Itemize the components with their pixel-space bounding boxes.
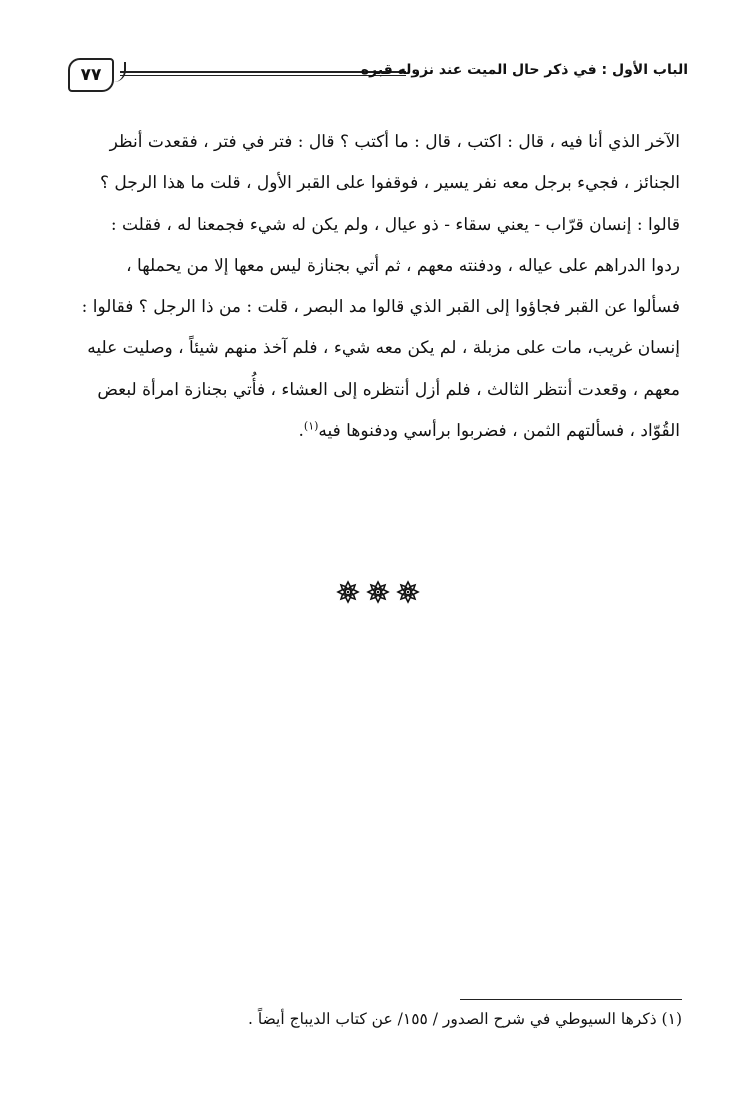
flower-ornament-icon <box>396 580 420 604</box>
flower-ornament-icon <box>366 580 390 604</box>
text-line-5: فسألوا عن القبر فجاؤوا إلى القبر الذي قالوا مد البصر ، قلت : من ذا الرجل ؟ فقالوا : <box>81 297 680 318</box>
text-line-8-content: القُوّاد ، فسألتهم الثمن ، فضربوا برأسي ودفنوها فيه <box>318 421 680 442</box>
chapter-title: الباب الأول : في ذكر حال الميت عند نزوله قبره <box>360 62 688 78</box>
footnote-separator <box>460 999 682 1000</box>
running-header <box>68 58 688 94</box>
text-line-3: قالوا : إنسان قرّاب - يعني سقاء - ذو عيال ، ولم يكن له شيء فجمعنا له ، فقلت : <box>110 214 680 235</box>
section-ornament <box>336 578 420 606</box>
text-line-6: إنسان غريب، مات على مزبلة ، لم يكن معه شيء ، فلم آخذ منهم شيئاً ، وصليت عليه <box>87 338 680 359</box>
page-number-text: ٧٧ <box>80 65 102 85</box>
text-line-8-end: . <box>298 421 304 442</box>
text-line-1: الآخر الذي أنا فيه ، قال : اكتب ، قال : ما أكتب ؟ قال : فتر في فتر ، فقعدت أنظر <box>109 132 680 152</box>
main-text <box>72 122 680 452</box>
page-number <box>68 58 114 92</box>
text-line-8 <box>72 411 680 452</box>
text-line-4: ردوا الدراهم على عياله ، ودفنته معهم ، ثم أتي بجنازة ليس معها إلا من يحملها ، <box>126 255 680 276</box>
flower-ornament-icon <box>336 580 360 604</box>
text-line-7: معهم ، وقعدت أنتظر الثالث ، فلم أزل أنتظره إلى العشاء ، فأُتي بجنازة امرأة لبعض <box>97 379 680 400</box>
footnote-marker[interactable]: (١) <box>303 419 319 433</box>
text-line-2: الجنائز ، فجيء برجل معه نفر يسير ، فوقفوا على القبر الأول ، قلت ما هذا الرجل ؟ <box>99 173 680 194</box>
footnote: (١) ذكرها السيوطي في شرح الصدور / ١٥٥/ عن كتاب الديباج أيضاً . <box>248 1010 682 1028</box>
